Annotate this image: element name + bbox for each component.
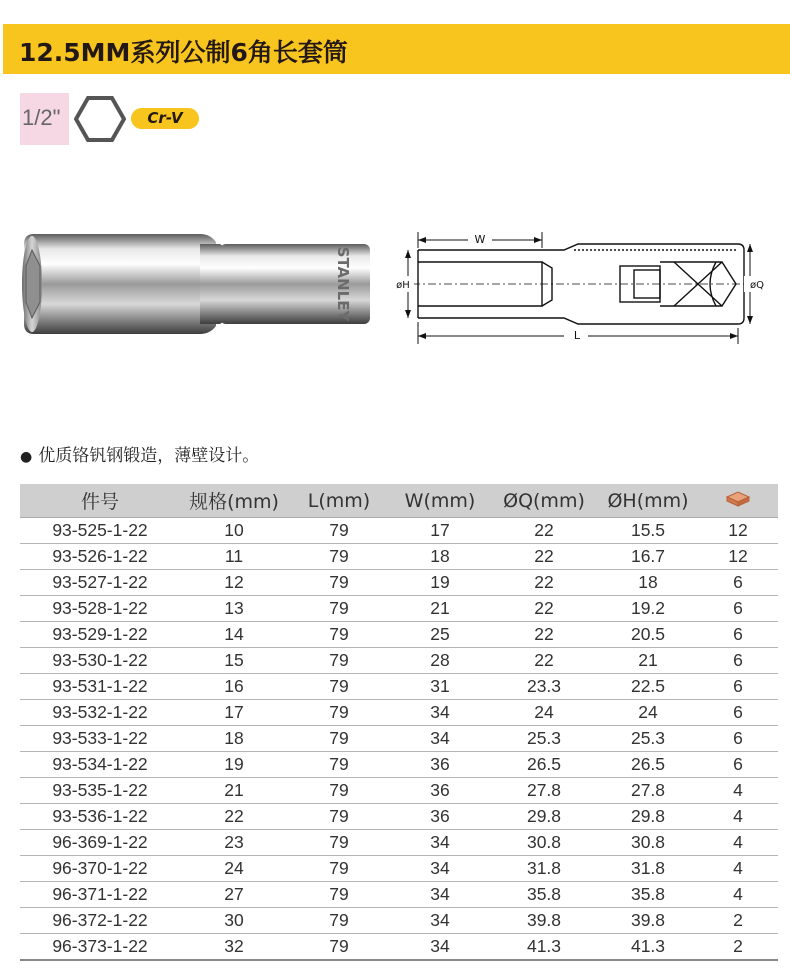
cell-quantity: 2 [698, 934, 778, 961]
cell-part-number: 93-528-1-22 [20, 596, 180, 622]
cell-size: 10 [180, 518, 288, 544]
bullet-dot: ● [20, 449, 33, 465]
cell-width: 34 [390, 856, 490, 882]
cell-size: 16 [180, 674, 288, 700]
cell-quantity: 6 [698, 726, 778, 752]
cell-head-diameter: 22.5 [598, 674, 698, 700]
table-row [20, 804, 778, 830]
cell-width: 34 [390, 726, 490, 752]
cell-outer-diameter: 27.8 [490, 778, 598, 804]
page-title: 12.5MM系列公制6角长套筒 [19, 38, 348, 67]
cell-head-diameter: 39.8 [598, 908, 698, 934]
label-l: L [573, 329, 581, 342]
cell-quantity: 6 [698, 570, 778, 596]
header-length: L(mm) [288, 484, 390, 518]
label-q: øQ [750, 280, 764, 291]
cell-width: 36 [390, 752, 490, 778]
cell-length: 79 [288, 752, 390, 778]
cell-size: 21 [180, 778, 288, 804]
cell-length: 79 [288, 856, 390, 882]
cell-outer-diameter: 24 [490, 700, 598, 726]
cell-quantity: 4 [698, 804, 778, 830]
cell-size: 30 [180, 908, 288, 934]
cell-width: 28 [390, 648, 490, 674]
cell-part-number: 93-531-1-22 [20, 674, 180, 700]
header-width: W(mm) [390, 484, 490, 518]
cell-length: 79 [288, 596, 390, 622]
cell-length: 79 [288, 544, 390, 570]
cell-part-number: 93-534-1-22 [20, 752, 180, 778]
cell-width: 36 [390, 804, 490, 830]
cell-length: 79 [288, 778, 390, 804]
cell-head-diameter: 20.5 [598, 622, 698, 648]
cell-size: 19 [180, 752, 288, 778]
table-row [20, 570, 778, 596]
cell-outer-diameter: 23.3 [490, 674, 598, 700]
box-package-icon [725, 491, 751, 507]
cell-head-diameter: 24 [598, 700, 698, 726]
material-badge: Cr-V [131, 108, 199, 129]
cell-part-number: 93-533-1-22 [20, 726, 180, 752]
label-w: W [474, 233, 486, 246]
header-quantity [698, 484, 778, 518]
cell-size: 17 [180, 700, 288, 726]
cell-outer-diameter: 25.3 [490, 726, 598, 752]
drive-size-label: 1/2" [22, 105, 61, 130]
table-row [20, 856, 778, 882]
table-row [20, 778, 778, 804]
cell-part-number: 93-525-1-22 [20, 518, 180, 544]
brand-mark: STANLEY [334, 246, 352, 322]
cell-length: 79 [288, 700, 390, 726]
cell-outer-diameter: 30.8 [490, 830, 598, 856]
cell-length: 79 [288, 570, 390, 596]
cell-quantity: 4 [698, 856, 778, 882]
table-header-row [20, 484, 778, 518]
cell-size: 24 [180, 856, 288, 882]
cell-quantity: 6 [698, 700, 778, 726]
cell-part-number: 96-370-1-22 [20, 856, 180, 882]
cell-part-number: 93-530-1-22 [20, 648, 180, 674]
cell-head-diameter: 16.7 [598, 544, 698, 570]
cell-size: 14 [180, 622, 288, 648]
cell-outer-diameter: 22 [490, 544, 598, 570]
cell-head-diameter: 31.8 [598, 856, 698, 882]
spec-badges [20, 93, 220, 145]
cell-size: 22 [180, 804, 288, 830]
cell-width: 34 [390, 700, 490, 726]
cell-head-diameter: 19.2 [598, 596, 698, 622]
cell-outer-diameter: 41.3 [490, 934, 598, 961]
cell-quantity: 4 [698, 830, 778, 856]
cell-length: 79 [288, 934, 390, 961]
cell-head-diameter: 29.8 [598, 804, 698, 830]
cell-quantity: 2 [698, 908, 778, 934]
cell-head-diameter: 15.5 [598, 518, 698, 544]
title-bar [3, 24, 790, 74]
cell-width: 19 [390, 570, 490, 596]
header-outer-diameter: ØQ(mm) [490, 484, 598, 518]
hexagon-icon [74, 95, 126, 143]
cell-size: 15 [180, 648, 288, 674]
cell-outer-diameter: 39.8 [490, 908, 598, 934]
cell-part-number: 96-371-1-22 [20, 882, 180, 908]
cell-quantity: 4 [698, 882, 778, 908]
socket-product-image [20, 232, 380, 336]
cell-size: 12 [180, 570, 288, 596]
cell-length: 79 [288, 674, 390, 700]
cell-head-diameter: 30.8 [598, 830, 698, 856]
cell-width: 34 [390, 882, 490, 908]
cell-outer-diameter: 26.5 [490, 752, 598, 778]
cell-quantity: 6 [698, 674, 778, 700]
cell-part-number: 93-535-1-22 [20, 778, 180, 804]
table-row [20, 596, 778, 622]
cell-width: 34 [390, 830, 490, 856]
cell-length: 79 [288, 804, 390, 830]
cell-outer-diameter: 29.8 [490, 804, 598, 830]
cell-outer-diameter: 22 [490, 518, 598, 544]
table-body [20, 518, 778, 961]
cell-size: 23 [180, 830, 288, 856]
cell-head-diameter: 26.5 [598, 752, 698, 778]
drive-size-badge [20, 93, 69, 145]
cell-part-number: 96-373-1-22 [20, 934, 180, 961]
cell-head-diameter: 18 [598, 570, 698, 596]
cell-quantity: 4 [698, 778, 778, 804]
cell-width: 17 [390, 518, 490, 544]
cell-length: 79 [288, 726, 390, 752]
cell-size: 27 [180, 882, 288, 908]
cell-outer-diameter: 22 [490, 596, 598, 622]
cell-head-diameter: 35.8 [598, 882, 698, 908]
table-row [20, 726, 778, 752]
cell-part-number: 96-372-1-22 [20, 908, 180, 934]
table-row [20, 908, 778, 934]
cell-quantity: 6 [698, 596, 778, 622]
cell-length: 79 [288, 882, 390, 908]
cell-width: 21 [390, 596, 490, 622]
cell-length: 79 [288, 830, 390, 856]
cell-head-diameter: 27.8 [598, 778, 698, 804]
feature-text: 优质铬钒钢锻造，薄壁设计。 [38, 446, 260, 466]
cell-width: 34 [390, 908, 490, 934]
table-row [20, 544, 778, 570]
table-row [20, 752, 778, 778]
cell-part-number: 96-369-1-22 [20, 830, 180, 856]
label-h: øH [396, 280, 410, 291]
table-row [20, 934, 778, 961]
cell-width: 36 [390, 778, 490, 804]
spec-table [20, 484, 778, 961]
cell-quantity: 6 [698, 648, 778, 674]
dimension-diagram [392, 222, 772, 352]
feature-bullet [20, 441, 259, 466]
cell-width: 25 [390, 622, 490, 648]
cell-length: 79 [288, 908, 390, 934]
cell-part-number: 93-529-1-22 [20, 622, 180, 648]
cell-part-number: 93-536-1-22 [20, 804, 180, 830]
cell-head-diameter: 41.3 [598, 934, 698, 961]
table-row [20, 518, 778, 544]
cell-length: 79 [288, 518, 390, 544]
cell-length: 79 [288, 622, 390, 648]
cell-head-diameter: 25.3 [598, 726, 698, 752]
cell-part-number: 93-527-1-22 [20, 570, 180, 596]
cell-quantity: 12 [698, 518, 778, 544]
cell-width: 18 [390, 544, 490, 570]
cell-quantity: 6 [698, 622, 778, 648]
cell-size: 32 [180, 934, 288, 961]
table-row [20, 648, 778, 674]
cell-size: 18 [180, 726, 288, 752]
table-row [20, 674, 778, 700]
cell-part-number: 93-532-1-22 [20, 700, 180, 726]
cell-head-diameter: 21 [598, 648, 698, 674]
cell-outer-diameter: 22 [490, 648, 598, 674]
cell-size: 11 [180, 544, 288, 570]
cell-outer-diameter: 22 [490, 622, 598, 648]
cell-size: 13 [180, 596, 288, 622]
table-row [20, 830, 778, 856]
cell-quantity: 6 [698, 752, 778, 778]
cell-part-number: 93-526-1-22 [20, 544, 180, 570]
header-size: 规格(mm) [180, 484, 288, 518]
cell-outer-diameter: 35.8 [490, 882, 598, 908]
table-row [20, 882, 778, 908]
cell-outer-diameter: 31.8 [490, 856, 598, 882]
cell-outer-diameter: 22 [490, 570, 598, 596]
cell-quantity: 12 [698, 544, 778, 570]
header-part-number: 件号 [20, 484, 180, 518]
cell-width: 34 [390, 934, 490, 961]
cell-width: 31 [390, 674, 490, 700]
table-row [20, 622, 778, 648]
header-head-diameter: ØH(mm) [598, 484, 698, 518]
table-row [20, 700, 778, 726]
cell-length: 79 [288, 648, 390, 674]
